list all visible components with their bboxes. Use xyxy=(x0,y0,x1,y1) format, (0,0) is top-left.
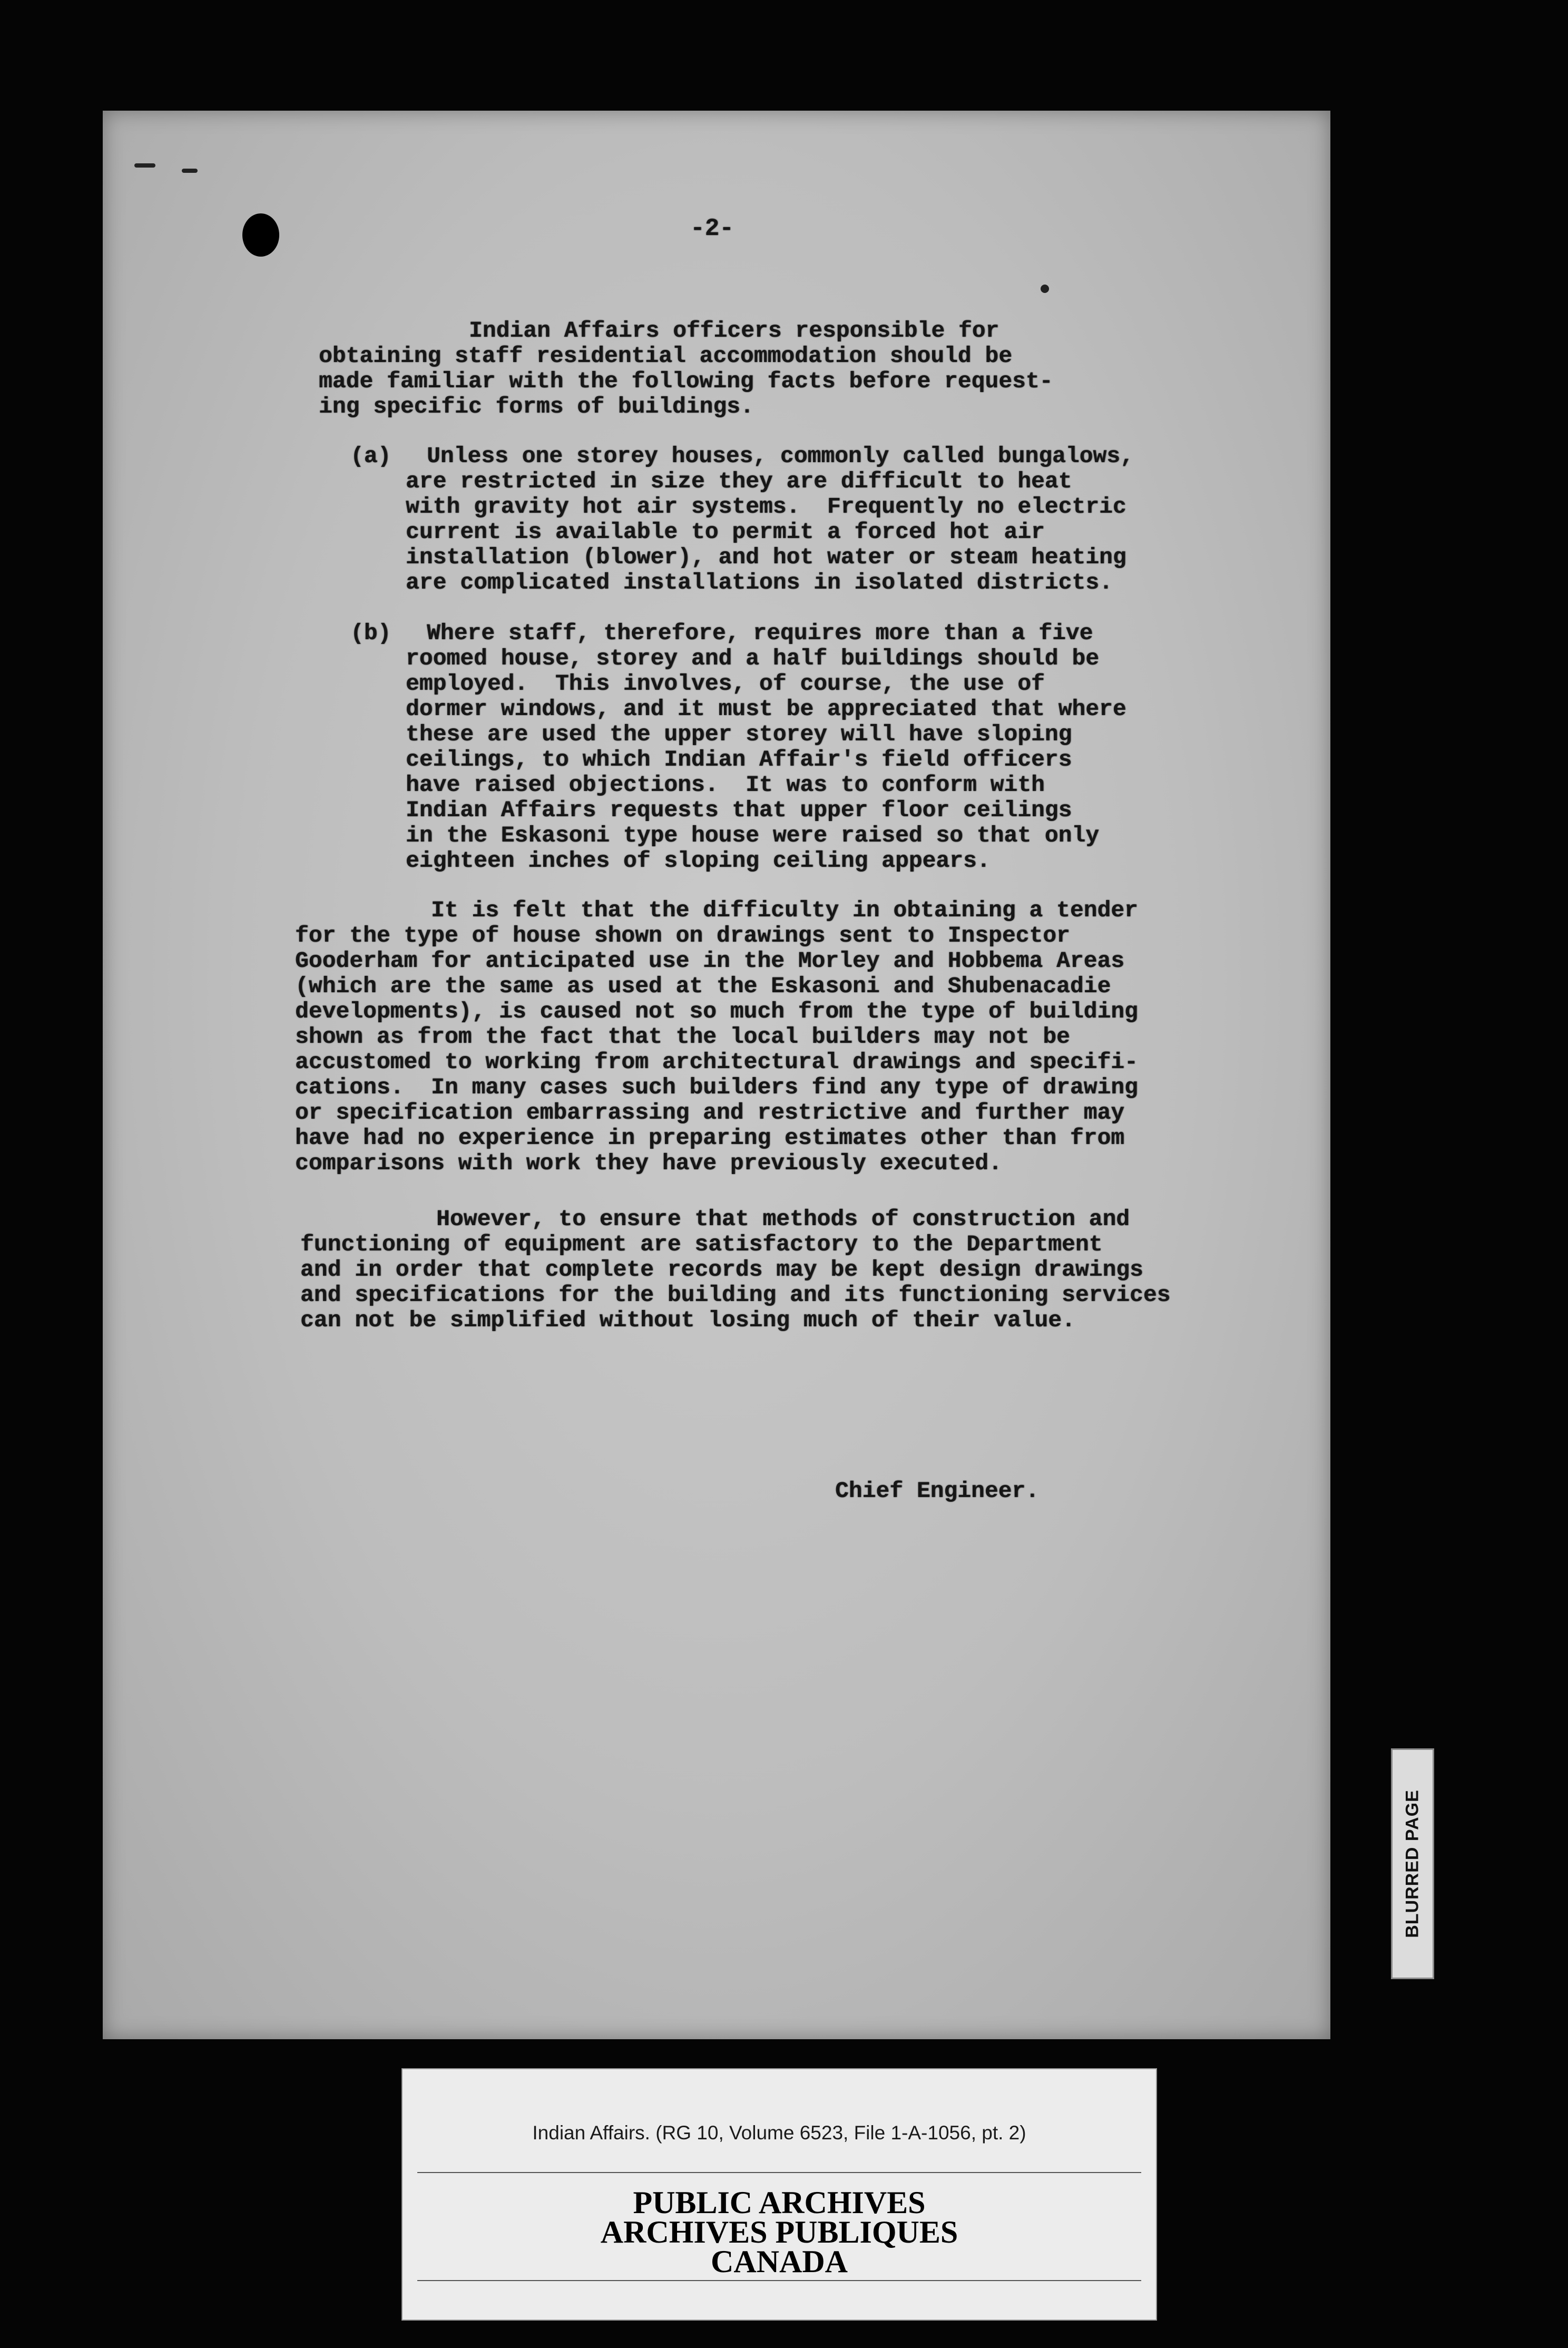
item-a-line: are complicated installations in isolated districts. xyxy=(406,570,1113,595)
item-b-line: these are used the upper storey will have sloping xyxy=(406,721,1072,747)
paragraph-line: It is felt that the difficulty in obtaining a tender xyxy=(295,897,1138,923)
paragraph-line: Gooderham for anticipated use in the Morley and Hobbema Areas xyxy=(295,948,1125,974)
archive-divider xyxy=(417,2172,1141,2173)
item-a-line: current is available to permit a forced hot air xyxy=(406,519,1045,545)
paragraph-line: can not be simplified without losing much of their value. xyxy=(300,1307,1075,1333)
intro-line: Indian Affairs officers responsible for xyxy=(469,318,999,344)
archive-reference: Indian Affairs. (RG 10, Volume 6523, File 1-A-1056, pt. 2) xyxy=(532,2122,1026,2144)
item-b-line: have raised objections. It was to conform with xyxy=(406,772,1045,798)
item-b-line: Where staff, therefore, requires more than a five xyxy=(427,620,1093,646)
blurred-page-tag xyxy=(1391,1748,1434,1979)
item-a-line: installation (blower), and hot water or steam heating xyxy=(406,544,1126,570)
item-b-line: dormer windows, and it must be appreciated that where xyxy=(406,696,1126,722)
archive-divider xyxy=(417,2280,1141,2281)
item-b-label: (b) xyxy=(350,620,391,646)
paragraph-line: for the type of house shown on drawings sent to Inspector xyxy=(295,923,1070,948)
paragraph-line: cations. In many cases such builders find any type of drawing xyxy=(295,1074,1138,1100)
blurred-page-text: BLURRED PAGE xyxy=(1402,1789,1423,1938)
paragraph-line: developments), is caused not so much from the type of building xyxy=(295,999,1138,1024)
archive-stamp-line: CANADA xyxy=(711,2244,848,2279)
paragraph-line: comparisons with work they have previously executed. xyxy=(295,1150,1002,1176)
paragraph-line: have had no experience in preparing estimates other than from xyxy=(295,1125,1125,1151)
signature-title: Chief Engineer. xyxy=(835,1478,1040,1504)
scanned-document-page xyxy=(103,111,1330,2039)
ink-speck xyxy=(182,169,198,173)
item-b-line: in the Eskasoni type house were raised so that only xyxy=(406,823,1100,848)
item-a-line: Unless one storey houses, commonly called bungalows, xyxy=(427,443,1134,469)
item-b-line: roomed house, storey and a half buildings should be xyxy=(406,645,1100,671)
intro-line: obtaining staff residential accommodation should be xyxy=(319,343,1013,369)
item-a-line: with gravity hot air systems. Frequently no electric xyxy=(406,494,1126,520)
ink-speck xyxy=(134,163,155,168)
item-a-label: (a) xyxy=(350,443,391,469)
archive-label xyxy=(401,2068,1157,2321)
paragraph-line: and specifications for the building and its functioning services xyxy=(300,1282,1171,1308)
intro-line: made familiar with the following facts before request- xyxy=(319,368,1053,394)
paragraph-line: accustomed to working from architectural drawings and specifi- xyxy=(295,1049,1138,1075)
paragraph-line: shown as from the fact that the local builders may not be xyxy=(295,1024,1070,1050)
item-b-line: employed. This involves, of course, the use of xyxy=(406,671,1045,697)
item-a-line: are restricted in size they are difficult to heat xyxy=(406,468,1072,494)
paragraph-line: or specification embarrassing and restrictive and further may xyxy=(295,1100,1125,1126)
archive-stamp-line: PUBLIC ARCHIVES xyxy=(633,2185,926,2220)
paragraph-line: (which are the same as used at the Eskasoni and Shubenacadie xyxy=(295,973,1111,999)
page-number: -2- xyxy=(690,215,734,242)
ink-speck xyxy=(1041,285,1049,293)
item-b-line: ceilings, to which Indian Affair's field officers xyxy=(406,747,1072,772)
paragraph-line: However, to ensure that methods of construction and xyxy=(300,1206,1130,1232)
paragraph-line: functioning of equipment are satisfactory to the Department xyxy=(300,1231,1103,1257)
archive-stamp xyxy=(403,2185,1156,2279)
item-b-line: Indian Affairs requests that upper floor ceilings xyxy=(406,797,1072,823)
archive-stamp-line: ARCHIVES PUBLIQUES xyxy=(600,2215,958,2249)
punch-hole xyxy=(242,213,279,257)
item-b-line: eighteen inches of sloping ceiling appears. xyxy=(406,848,991,874)
paragraph-line: and in order that complete records may be kept design drawings xyxy=(300,1257,1143,1283)
intro-line: ing specific forms of buildings. xyxy=(319,394,754,419)
